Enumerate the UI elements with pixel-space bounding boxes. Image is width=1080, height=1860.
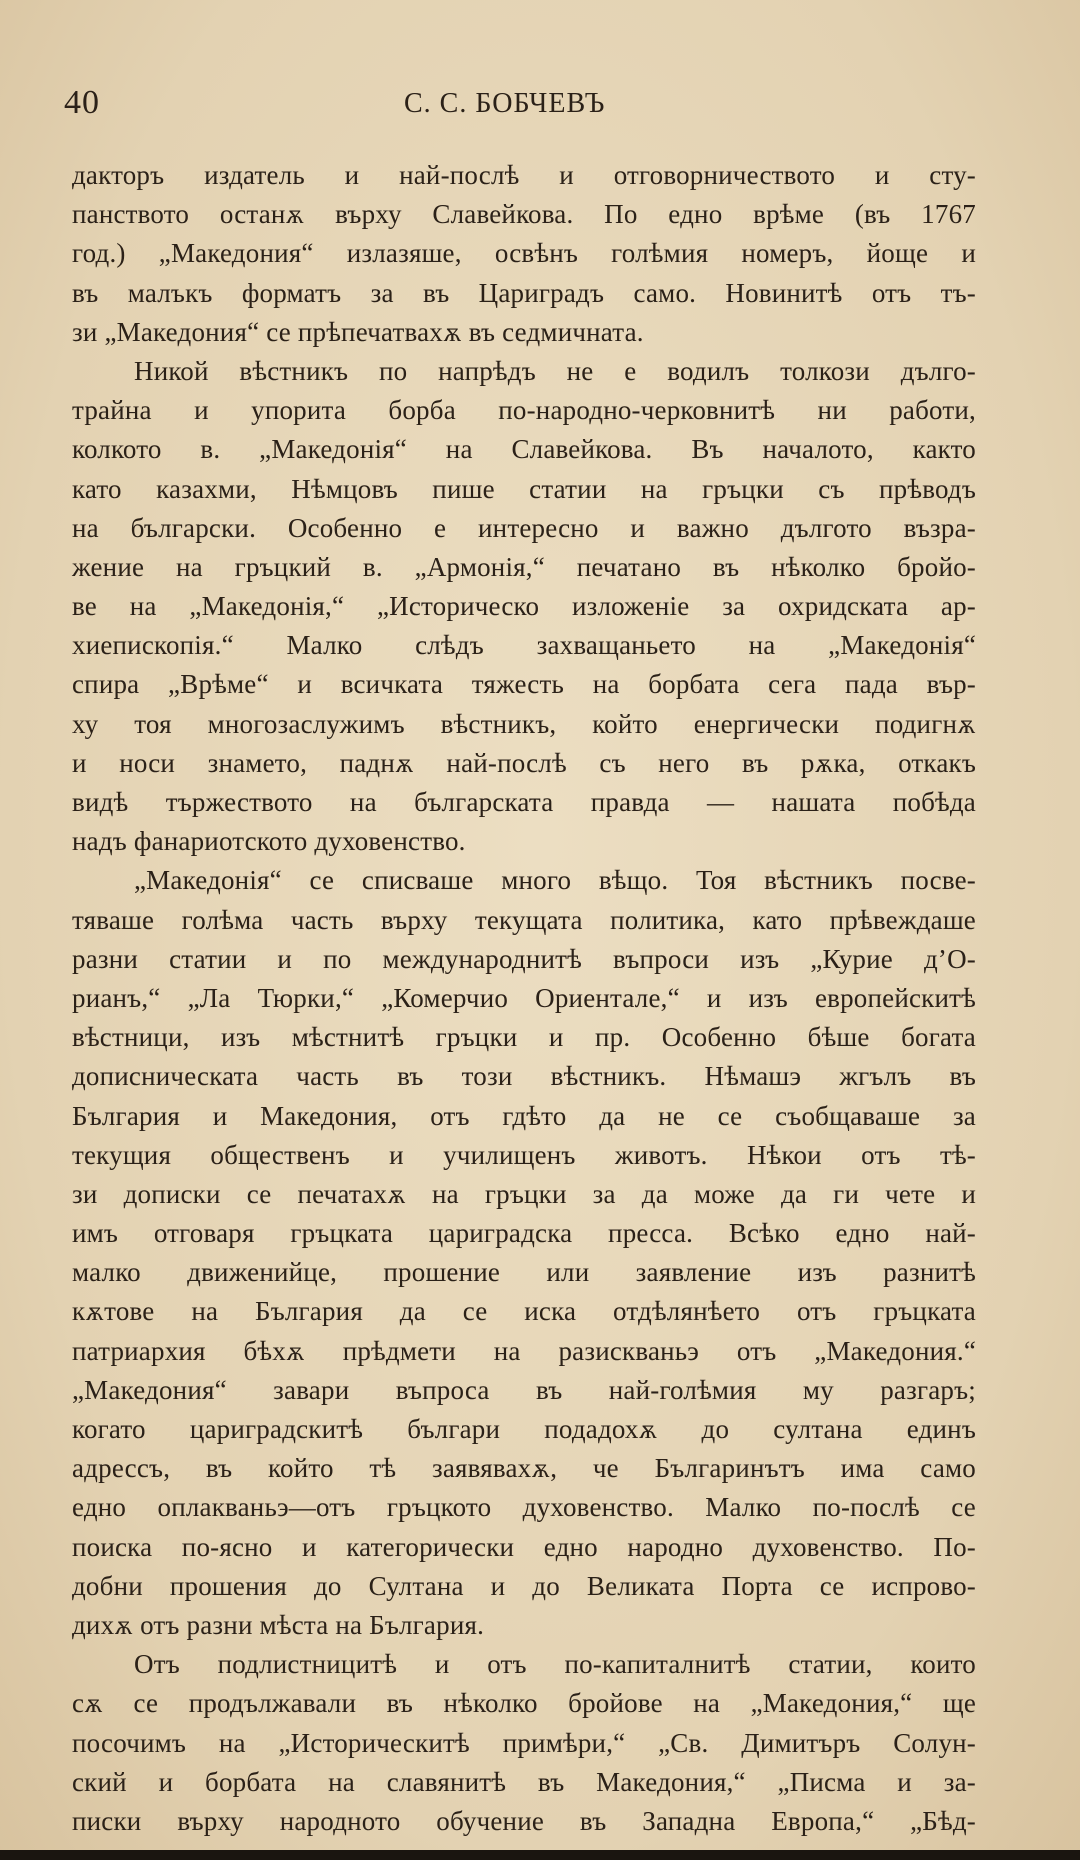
body-text <box>72 156 976 1841</box>
text-line: поиска по-ясно и категорически едно народно духовенство. По- <box>72 1531 976 1562</box>
text-line: трайна и упорита борба по-народно-черковнитѣ ни работи, <box>72 395 976 426</box>
page-header <box>64 84 984 124</box>
text-line: вѣстници, изъ мѣстнитѣ гръцки и пр. Особенно бѣше богата <box>72 1022 976 1053</box>
text-line: дописническата часть въ този вѣстникъ. Нѣмашэ жгълъ въ <box>72 1061 976 1092</box>
text-line: Отъ подлистницитѣ и отъ по-капиталнитѣ статии, които <box>134 1649 976 1680</box>
page-number: 40 <box>64 84 100 121</box>
text-line: рианъ,“ „Ла Тюрки,“ „Комерчио Ориентале,“ и изъ европейскитѣ <box>72 982 976 1013</box>
text-line: добни прошения до Султана и до Великата Порта се испрово- <box>72 1570 976 1601</box>
text-line: България и Македония, отъ гдѣто да не се съобщаваше за <box>72 1100 976 1131</box>
text-line: ский и борбата на славянитѣ въ Македония,“ „Писма и за- <box>72 1766 976 1797</box>
text-line: текущия общественъ и училищенъ животъ. Нѣкои отъ тѣ- <box>72 1139 976 1170</box>
text-line: зи дописки се печатахѫ на гръцки за да може да ги чете и <box>72 1178 976 1209</box>
text-line: имъ отговаря гръцката цариградска пресса. Всѣко едно най- <box>72 1218 976 1249</box>
text-line: ве на „Македонія,“ „Историческо изложеніе за охридската ар- <box>72 591 976 622</box>
text-line: ху тоя многозаслужимъ вѣстникъ, който енергически подигнѫ <box>72 708 976 739</box>
text-line: когато цариградскитѣ българи подадохѫ до султана единъ <box>72 1414 976 1444</box>
text-line: панството останѫ върху Славейкова. По едно врѣме (въ 1767 <box>72 199 976 230</box>
text-line: разни статии и по международнитѣ въпроси изъ „Курие д’О- <box>72 943 976 974</box>
text-line: и носи знамето, паднѫ най-послѣ съ него въ рѫка, откакъ <box>72 747 976 778</box>
text-line: колкото в. „Македонія“ на Славейкова. Въ началото, както <box>72 434 976 465</box>
running-head: С. С. БОБЧЕВЪ <box>404 88 606 119</box>
text-line: „Македония“ завари въпроса въ най-голѣмия му разгаръ; <box>72 1374 976 1405</box>
text-line: год.) „Македония“ излазяше, освѣнъ голѣмия номеръ, йоще и <box>72 238 976 269</box>
bottom-edge <box>0 1850 1080 1860</box>
text-line: патриархия бѣхѫ прѣдмети на разискваньэ отъ „Македония.“ <box>72 1335 976 1366</box>
text-line: дихѫ отъ разни мѣста на България. <box>72 1609 485 1640</box>
text-line: адрессъ, въ който тѣ заявявахѫ, че Българинътъ има само <box>72 1453 976 1484</box>
text-line: дакторъ издатель и най-послѣ и отговорничеството и сту- <box>72 160 976 190</box>
text-line: като казахми, Нѣмцовъ пише статии на гръцки съ прѣводъ <box>72 473 976 504</box>
text-line: въ малъкъ форматъ за въ Цариградъ само. Новинитѣ отъ тъ- <box>72 277 976 308</box>
text-line: писки върху народното обучение въ Западна Европа,“ „Бѣд- <box>72 1805 976 1836</box>
text-line: Никой вѣстникъ по напрѣдъ не е водилъ толкози дълго- <box>134 355 976 386</box>
text-line: едно оплакваньэ—отъ гръцкото духовенство. Малко по-послѣ се <box>72 1492 976 1523</box>
text-line: посочимъ на „Историческитѣ примѣри,“ „Св. Димитъръ Солун- <box>72 1727 976 1758</box>
text-line: жение на гръцкий в. „Армонія,“ печатано въ нѣколко бройо- <box>72 551 976 582</box>
text-line: кѫтове на България да се иска отдѣлянѣето отъ гръцката <box>72 1296 976 1327</box>
text-line: надъ фанариотското духовенство. <box>72 826 466 857</box>
text-line: на български. Особенно е интересно и важно дългото възра- <box>72 512 976 543</box>
text-line: видѣ тържеството на българската правда — нашата побѣда <box>72 787 976 817</box>
text-line: хиепископія.“ Малко слѣдъ захващаньето на „Македонія“ <box>72 630 976 661</box>
text-line: тяваше голѣма часть върху текущата политика, като прѣвеждаше <box>72 904 976 935</box>
text-line: зи „Македония“ се прѣпечатвахѫ въ седмичната. <box>72 316 644 347</box>
text-line: спира „Врѣме“ и всичката тяжесть на борбата сега пада вър- <box>72 669 976 700</box>
text-line: малко движенийце, прошение или заявление изъ разнитѣ <box>72 1257 976 1288</box>
text-line: „Македонія“ се списваше много вѣщо. Тоя вѣстникъ посве- <box>134 865 976 896</box>
text-line: сѫ се продължавали въ нѣколко бройове на „Македония,“ ще <box>72 1688 976 1719</box>
